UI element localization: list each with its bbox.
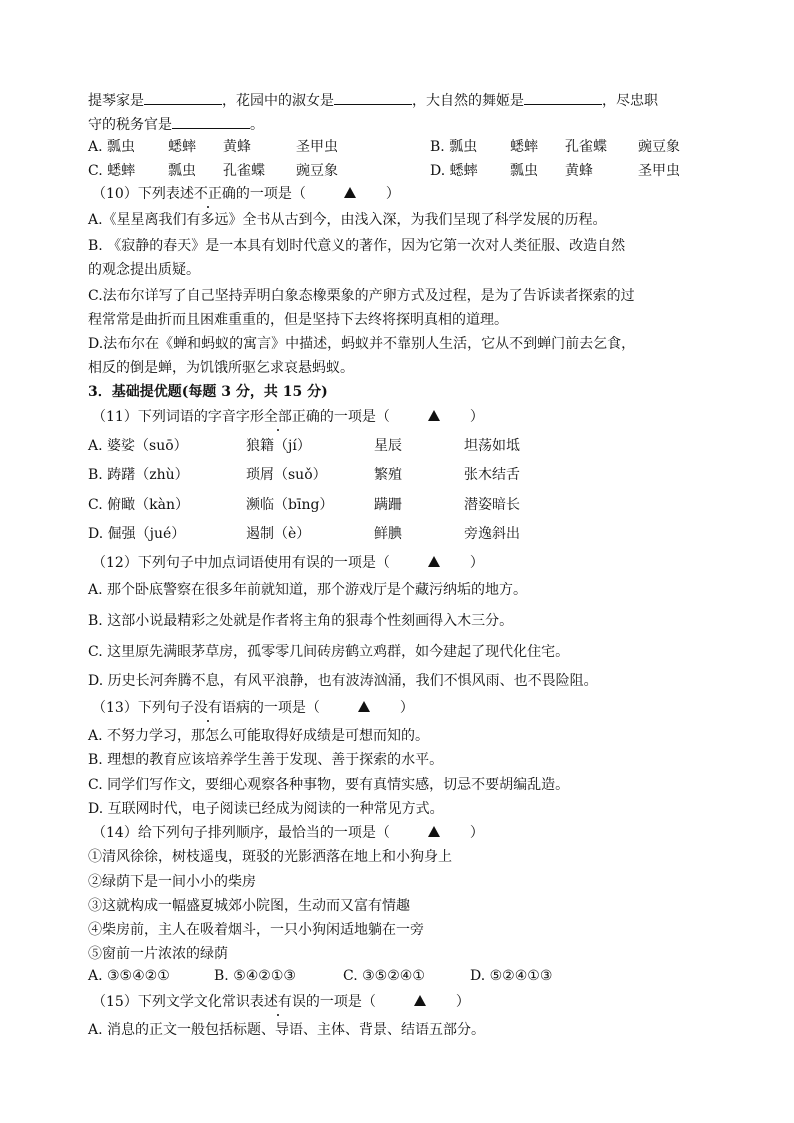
q15-stem: （15）下列文学文化常识表述有误的一项是（ ） [92,994,470,1010]
q13-option-b[interactable]: B. 理想的教育应该培养学生善于发现、善于探索的水平。 [88,752,444,768]
answer-marker-icon [344,187,356,198]
q13-option-c[interactable]: C. 同学们写作文，要细心观察各种事物，要有真情实感，切忌不要胡编乱造。 [88,777,570,793]
answer-marker-icon [414,995,426,1006]
q9-stem-line1: 提琴家是 ，花园中的淑女是 ，大自然的舞姬是 ，尽忠职 [88,90,658,111]
q12-option-d[interactable]: D. 历史长河奔腾不息，有风平浪静，也有波涛汹涌，我们不惧风雨、也不畏险阻。 [88,673,598,689]
q12-option-a[interactable]: A. 那个卧底警察在很多年前就知道，那个游戏厅是个藏污纳垢的地方。 [88,582,528,598]
q14-option-c[interactable]: C. ③⑤②④① [343,968,425,984]
answer-marker-icon [428,556,440,567]
q15-option-a[interactable]: A. 消息的正文一般包括标题、导语、主体、背景、结语五部分。 [88,1022,486,1038]
q10-option-b-line2: 的观念提出质疑。 [88,262,200,278]
answer-blank[interactable] [172,114,250,129]
q14-option-d[interactable]: D. ⑤②④①③ [470,968,553,984]
q13-option-d[interactable]: D. 互联网时代，电子阅读已经成为阅读的一种常见方式。 [88,801,444,817]
q14-sentence-5: ⑤窗前一片浓浓的绿荫 [88,946,228,962]
answer-marker-icon [428,410,440,421]
answer-marker-icon [358,701,370,712]
q10-option-d-line2: 相反的倒是蝉，为饥饿所驱乞求哀悬蚂蚁。 [88,360,354,376]
q13-stem: （13）下列句子没有语病的一项是（ ） [92,700,414,716]
q14-sentence-4: ④柴房前，主人在吸着烟斗，一只小狗闲适地躺在一旁 [88,922,424,938]
q11-stem: （11）下列词语的字音字形全部正确的一项是（ ） [92,409,484,425]
q10-option-d-line1[interactable]: D.法布尔在《蝉和蚂蚁的寓言》中描述，蚂蚁并不靠别人生活，它从不到蝉门前去乞食， [88,336,636,352]
q10-stem: （10）下列表述不正确的一项是（ ） [92,186,400,202]
answer-blank[interactable] [524,90,602,105]
answer-marker-icon [428,826,440,837]
q10-option-a[interactable]: A.《星星离我们有多远》全书从古到今，由浅入深，为我们呈现了科学发展的历程。 [88,212,607,228]
q14-stem: （14）给下列句子排列顺序，最恰当的一项是（ ） [92,825,484,841]
q14-sentence-1: ①清风徐徐，树枝遥曳，斑驳的光影洒落在地上和小狗身上 [88,849,452,865]
section-title: 3．基础提优题(每题 3 分，共 15 分) [88,384,328,400]
q12-stem: （12）下列句子中加点词语使用有误的一项是（ ） [92,555,484,571]
q9-stem-line2: 守的税务官是 。 [88,114,264,135]
q12-option-b[interactable]: B. 这部小说最精彩之处就是作者将主角的狠毒个性刻画得入木三分。 [88,613,514,629]
q10-option-c-line2: 程常常是曲折而且困难重重的，但是坚持下去终将探明真相的道理。 [88,312,508,328]
q10-option-c-line1[interactable]: C.法布尔详写了自己坚持弄明白象态橡栗象的产卵方式及过程，是为了告诉读者探索的过 [88,288,635,304]
q10-option-b-line1[interactable]: B. 《寂静的春天》是一本具有划时代意义的著作，因为它第一次对人类征服、改造自然 [88,238,626,254]
q14-sentence-3: ③这就构成一幅盛夏城郊小院图，生动而又富有情趣 [88,898,410,914]
q14-sentence-2: ②绿荫下是一间小小的柴房 [88,874,256,890]
q14-option-b[interactable]: B. ⑤④②①③ [214,968,296,984]
answer-blank[interactable] [334,90,412,105]
answer-blank[interactable] [144,90,222,105]
q12-option-c[interactable]: C. 这里原先满眼茅草房，孤零零几间砖房鹤立鸡群，如今建起了现代化住宅。 [88,644,570,660]
q13-option-a[interactable]: A. 不努力学习，那怎么可能取得好成绩是可想而知的。 [88,728,430,744]
q14-option-a[interactable]: A. ③⑤④②① [88,968,170,984]
